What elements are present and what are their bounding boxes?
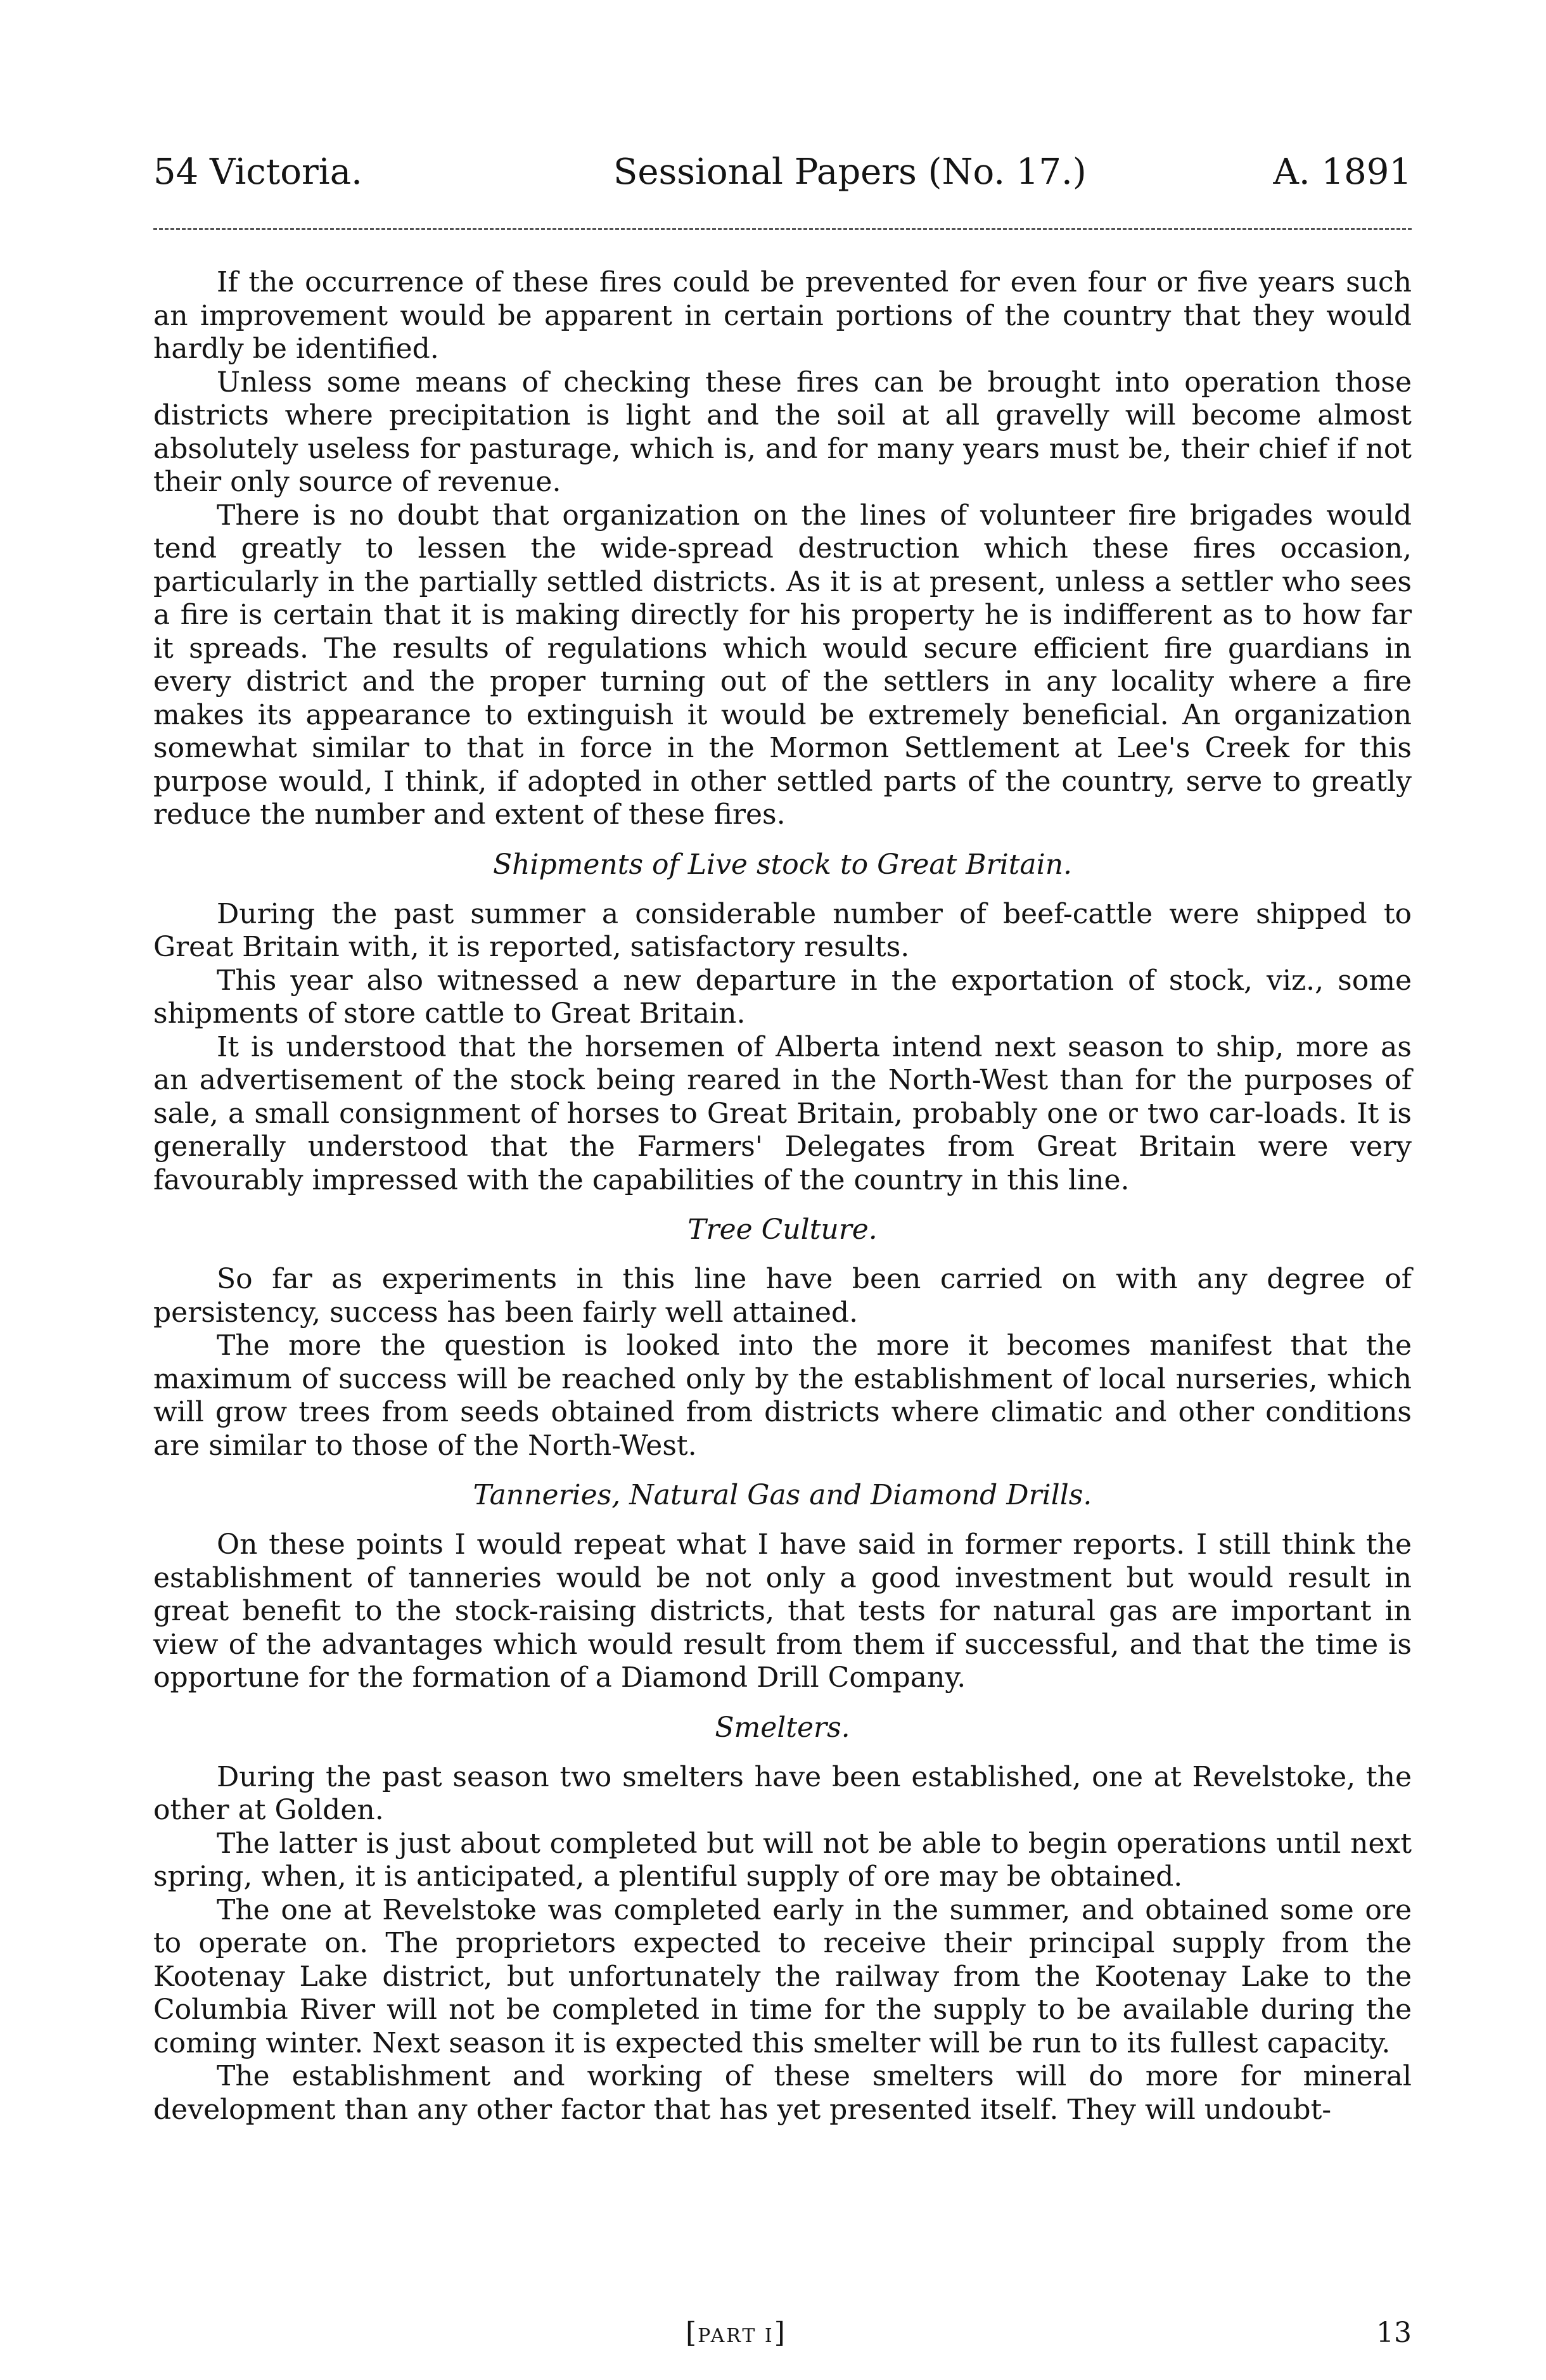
paragraph: The more the question is looked into the more it becomes manifest that the maximum of success will be reached only by the establishment of local nurseries, which will grow trees from seeds obtained from districts where climatic and other conditions are similar to those of the North-West. <box>153 1329 1412 1462</box>
page-footer <box>153 2314 1412 2352</box>
paragraph: On these points I would repeat what I have said in former reports. I still think the establishment of tanneries would be not only a good investment but would result in great benefit to the stock-raising districts, that tests for natural gas are important in view of the advantages which would result from them if successful, and that the time is opportune for the formation of a Diamond Drill Company. <box>153 1528 1412 1694</box>
section-heading-tree-culture: Tree Culture. <box>687 1213 878 1246</box>
part-bracket-close: ] <box>774 2317 786 2349</box>
part-label: PART I <box>698 2325 774 2347</box>
paragraph: The latter is just about completed but will not be able to begin operations until next spring, when, it is anticipated, a plentiful supply of ore may be obtained. <box>153 1827 1412 1893</box>
paragraph: There is no doubt that organization on the lines of volunteer fire brigades would tend greatly to lessen the wide-spread destruction which these fires occasion, particularly in the partially settled districts. As it is at present, unless a settler who sees a fire is certain that it is making directly for his property he is indifferent as to how far it spreads. The results of regulations which would secure efficient fire guardians in every district and the proper turning out of the settlers in any locality where a fire makes its appearance to extinguish it would be extremely beneficial. An organization somewhat similar to that in force in the Mormon Settlement at Lee's Creek for this purpose would, I think, if adopted in other settled parts of the country, serve to greatly reduce the number and extent of these fires. <box>153 499 1412 831</box>
page-number: 13 <box>1376 2317 1412 2349</box>
section-heading-tanneries: Tanneries, Natural Gas and Diamond Drills. <box>473 1479 1092 1511</box>
part-bracket-open: [ <box>686 2317 698 2349</box>
section-heading-smelters: Smelters. <box>715 1711 850 1744</box>
header-year: A. 1891 <box>1273 151 1412 193</box>
paragraph: Unless some means of checking these fires can be brought into operation those districts where precipitation is light and the soil at all gravelly will become almost absolutely useless for pasturage, which is, and for many years must be, their chief if not their only source of revenue. <box>153 366 1412 498</box>
body-text <box>153 266 1412 2127</box>
header-rule <box>153 228 1412 230</box>
paragraph: The one at Revelstoke was completed early in the summer, and obtained some ore to operate on. The proprietors expected to receive their principal supply from the Kootenay Lake district, but unfortunately the railway from the Kootenay Lake to the Columbia River will not be completed in time for the supply to be available during the coming winter. Next season it is expected this smelter will be run to its fullest capacity. <box>153 1893 1412 2059</box>
running-header <box>153 147 1412 198</box>
paragraph: If the occurrence of these fires could be prevented for even four or five years such an improvement would be apparent in certain portions of the country that they would hardly be identified. <box>153 266 1412 365</box>
paragraph: During the past season two smelters have been established, one at Revelstoke, the other at Golden. <box>153 1760 1412 1826</box>
header-series: Sessional Papers (No. 17.) <box>613 151 1087 193</box>
header-volume: 54 Victoria. <box>153 151 362 193</box>
part-marker <box>686 2314 786 2355</box>
paragraph: This year also witnessed a new departure in the exportation of stock, viz., some shipments of store cattle to Great Britain. <box>153 964 1412 1030</box>
paragraph: So far as experiments in this line have been carried on with any degree of persistency, success has been fairly well attained. <box>153 1263 1412 1329</box>
paragraph: The establishment and working of these smelters will do more for mineral development than any other factor that has yet presented itself. They will undoubt- <box>153 2060 1412 2126</box>
paragraph: During the past summer a considerable number of beef-cattle were shipped to Great Britain with, it is reported, satisfactory results. <box>153 897 1412 963</box>
section-heading-live-stock: Shipments of Live stock to Great Britain. <box>492 848 1073 881</box>
paragraph: It is understood that the horsemen of Alberta intend next season to ship, more as an advertisement of the stock being reared in the North-West than for the purposes of sale, a small consignment of horses to Great Britain, probably one or two car-loads. It is generally understood that the Farmers' Delegates from Great Britain were very favourably impressed with the capabilities of the country in this line. <box>153 1030 1412 1196</box>
